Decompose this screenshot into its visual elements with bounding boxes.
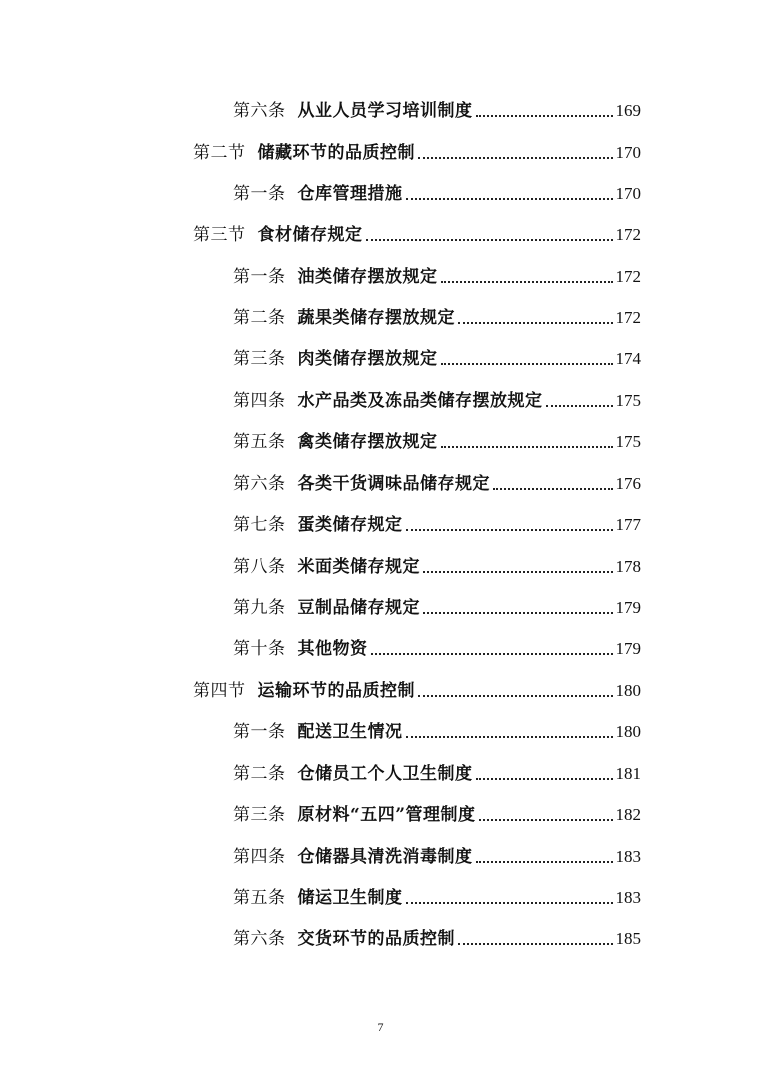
toc-entry-page: 185 [615,929,641,948]
toc-entry[interactable] [233,798,641,826]
toc-entry-page: 179 [615,598,641,617]
toc-entry-title: 米面类储存规定 [297,557,420,577]
toc-entry[interactable] [233,550,641,578]
toc-entry[interactable] [233,94,641,122]
toc-entry-label: 第一条 [233,722,286,742]
dot-leader [406,902,613,904]
toc-entry-label: 第二条 [233,764,286,784]
toc-entry[interactable] [233,301,641,329]
toc-entry-title: 储运卫生制度 [297,888,403,908]
toc-entry-title: 运输环节的品质控制 [257,681,415,701]
toc-entry-page: 180 [615,722,641,741]
toc-entry-title: 食材储存规定 [257,225,363,245]
toc-entry-title: 豆制品储存规定 [297,598,420,618]
toc-entry[interactable] [233,881,641,909]
toc-entry-label: 第六条 [233,474,286,494]
toc-entry-label: 第十条 [233,639,286,659]
toc-entry-page: 178 [615,557,641,576]
toc-entry-page: 183 [615,847,641,866]
toc-entry-title: 水产品类及冻品类储存摆放规定 [297,391,543,411]
dot-leader [418,157,613,159]
dot-leader [423,571,613,573]
dot-leader [458,322,613,324]
toc-entry-label: 第五条 [233,888,286,908]
toc-entry-label: 第四条 [233,847,286,867]
dot-leader [423,612,613,614]
toc-entry-page: 174 [615,349,641,368]
toc-entry-page: 172 [615,267,641,286]
toc-entry-title: 仓储器具清洗消毒制度 [297,847,473,867]
toc-entry[interactable] [233,632,641,660]
dot-leader [441,363,613,365]
toc-entry[interactable] [233,922,641,950]
toc-entry-label: 第六条 [233,101,286,121]
toc-entry-label: 第二条 [233,308,286,328]
toc-entry-label: 第八条 [233,557,286,577]
toc-entry-label: 第三条 [233,349,286,369]
toc-entry-page: 175 [615,432,641,451]
toc-entry-title: 储藏环节的品质控制 [257,143,415,163]
toc-entry-title: 交货环节的品质控制 [297,929,455,949]
dot-leader [441,281,613,283]
toc-entry-page: 169 [615,101,641,120]
page-number: 7 [377,1020,384,1034]
toc-entry-page: 177 [615,515,641,534]
toc-entry-label: 第三条 [233,805,286,825]
toc-entry-title: 从业人员学习培训制度 [297,101,473,121]
toc-entry-label: 第六条 [233,929,286,949]
dot-leader [493,488,613,490]
toc-entry-title: 其他物资 [297,639,368,659]
toc-entry[interactable] [233,467,641,495]
toc-entry-page: 180 [615,681,641,700]
dot-leader [371,653,613,655]
toc-entry-page: 172 [615,308,641,327]
dot-leader [441,446,613,448]
toc-entry[interactable] [233,591,641,619]
toc-entry[interactable] [233,177,641,205]
toc-entry-page: 176 [615,474,641,493]
dot-leader [546,405,613,407]
toc-entry[interactable] [233,260,641,288]
dot-leader [476,778,613,780]
dot-leader [458,943,613,945]
toc-entry[interactable] [233,342,641,370]
toc-entry-page: 172 [615,225,641,244]
toc-entry-title: 配送卫生情况 [297,722,403,742]
toc-entry-page: 181 [615,764,641,783]
toc-entry-page: 170 [615,184,641,203]
dot-leader [476,115,613,117]
toc-entry-label: 第七条 [233,515,286,535]
toc-entry-label: 第一条 [233,267,286,287]
toc-entry-title: 肉类储存摆放规定 [297,349,438,369]
toc-entry-title: 原材料“五四”管理制度 [297,805,476,825]
toc-entry-page: 183 [615,888,641,907]
dot-leader [406,736,613,738]
dot-leader [476,861,613,863]
toc-entry-label: 第二节 [193,143,246,163]
dot-leader [479,819,613,821]
toc-entry-title: 仓库管理措施 [297,184,403,204]
toc-entry-title: 油类储存摆放规定 [297,267,438,287]
toc-entry-label: 第四条 [233,391,286,411]
toc-entry[interactable] [193,674,641,702]
toc-entry-title: 禽类储存摆放规定 [297,432,438,452]
toc-entry-title: 各类干货调味品储存规定 [297,474,490,494]
dot-leader [406,529,613,531]
toc-entry[interactable] [233,425,641,453]
toc-entry[interactable] [233,840,641,868]
toc-entry-title: 蔬果类储存摆放规定 [297,308,455,328]
dot-leader [418,695,613,697]
toc-entry-label: 第四节 [193,681,246,701]
toc-entry-label: 第五条 [233,432,286,452]
toc-entry-label: 第三节 [193,225,246,245]
toc-entry-label: 第一条 [233,184,286,204]
toc-entry[interactable] [233,715,641,743]
toc-entry[interactable] [233,757,641,785]
toc-entry[interactable] [193,136,641,164]
toc-entry-page: 175 [615,391,641,410]
toc-entry-page: 179 [615,639,641,658]
toc-entry[interactable] [193,218,641,246]
toc-entry[interactable] [233,384,641,412]
toc-entry-title: 仓储员工个人卫生制度 [297,764,473,784]
dot-leader [406,198,613,200]
toc-entry-page: 182 [615,805,641,824]
toc-entry-label: 第九条 [233,598,286,618]
dot-leader [366,239,613,241]
toc-entry-title: 蛋类储存规定 [297,515,403,535]
toc-entry[interactable] [233,508,641,536]
toc-entry-page: 170 [615,143,641,162]
